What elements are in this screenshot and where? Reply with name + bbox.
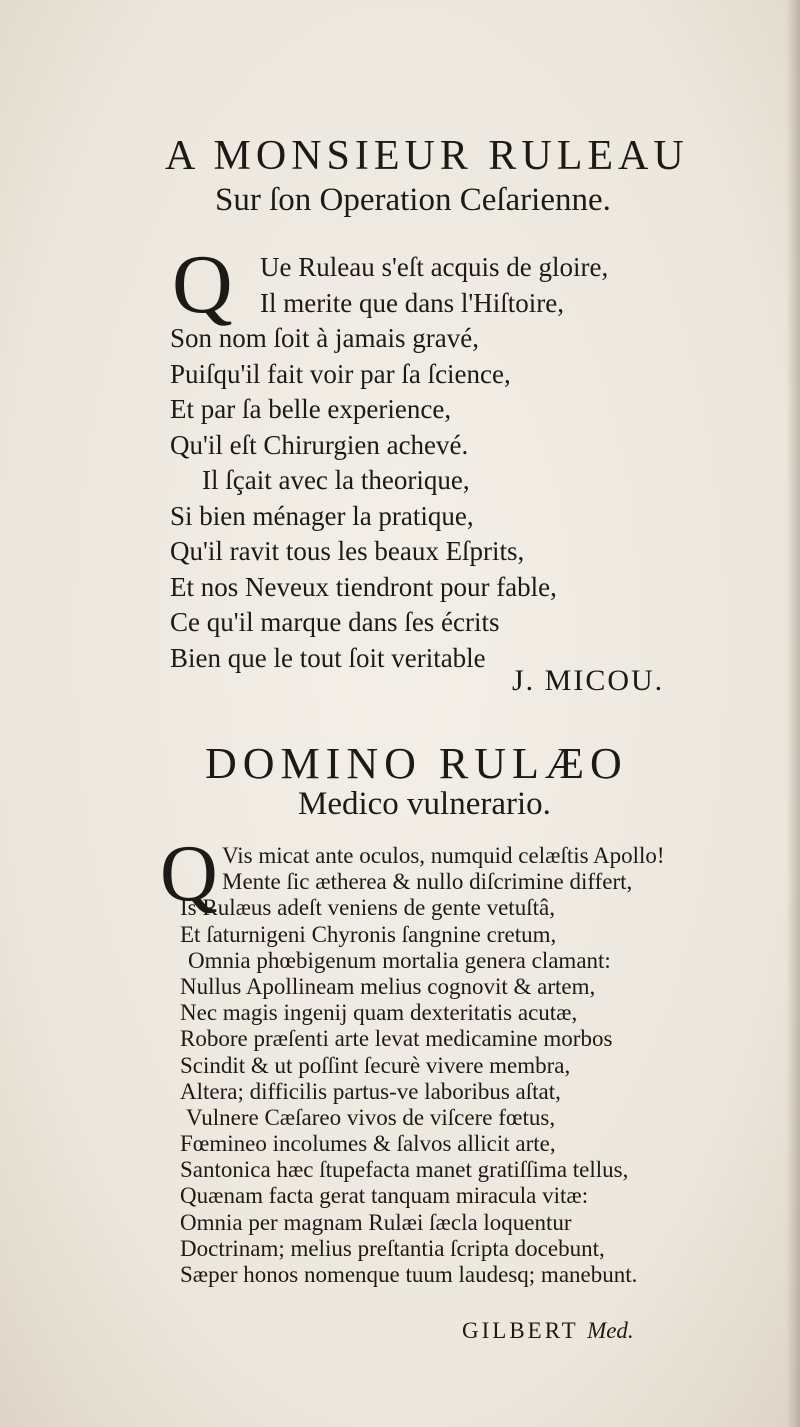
poem1-line: Puiſqu'il fait voir par ſa ſcience, bbox=[170, 358, 511, 389]
poem2-line: Nullus Apollineam melius cognovit & artem, bbox=[180, 973, 596, 999]
poem1-subtitle: Sur ſon Operation Ceſarienne. bbox=[215, 182, 611, 218]
poem2-line: Robore præſenti arte levat medicamine morbos bbox=[180, 1026, 613, 1052]
poem1-line: Qu'il ravit tous les beaux Eſprits, bbox=[170, 536, 525, 566]
poem1-line: Et nos Neveux tiendront pour fable, bbox=[170, 571, 557, 602]
poem2-title: DOMINO RULÆO bbox=[205, 739, 628, 788]
poem2-line: Fœmineo incolumes & ſalvos allicit arte, bbox=[180, 1131, 556, 1157]
poem2-line: Doctrinam; melius preſtantia ſcripta docebunt, bbox=[180, 1235, 605, 1261]
poem2-signature-title: Med. bbox=[587, 1318, 634, 1343]
poem2-subtitle: Medico vulnerario. bbox=[298, 786, 551, 822]
poem2-line: Is Rulæus adeſt veniens de gente vetuſtâ, bbox=[180, 895, 555, 921]
poem2-line: Vis micat ante oculos, numquid celæſtis Apollo! bbox=[222, 843, 665, 868]
poem2-line: Et ſaturnigeni Chyronis ſangnine cretum, bbox=[180, 921, 557, 947]
poem1-line: Si bien ménager la pratique, bbox=[170, 500, 474, 531]
poem2-line: Omnia phœbigenum mortalia genera clamant: bbox=[188, 947, 611, 973]
poem2-line: Santonica hæc ſtupefacta manet gratiſſima tellus, bbox=[180, 1157, 629, 1183]
poem2-line: Altera; difficilis partus-ve laboribus aſtat, bbox=[180, 1078, 561, 1104]
poem2-line: Omnia per magnam Rulæi ſæcla loquentur bbox=[180, 1209, 572, 1235]
poem1-title: A MONSIEUR RULEAU bbox=[165, 133, 689, 179]
poem2-line: Quænam facta gerat tanquam miracula vitæ: bbox=[180, 1183, 589, 1209]
poem2-signature-name: GILBERT bbox=[462, 1318, 579, 1343]
poem2-signature bbox=[462, 1318, 634, 1344]
poem1-line: Ce qu'il marque dans ſes écrits bbox=[170, 607, 500, 637]
poem1-line: Et par ſa belle experience, bbox=[170, 394, 452, 424]
poem2-line: Sæper honos nomenque tuum laudesq; manebunt. bbox=[180, 1262, 638, 1287]
poem1-line: Bien que le tout ſoit veritable bbox=[170, 642, 486, 673]
poem1-line: Il merite que dans l'Hiſtoire, bbox=[260, 287, 565, 318]
poem2-line: Mente ſic ætherea & nullo diſcrimine differt, bbox=[222, 869, 633, 895]
poem2-drop-cap: Q bbox=[160, 830, 218, 918]
poem1-line: Ue Ruleau s'eſt acquis de gloire, bbox=[260, 252, 609, 282]
poem1-drop-cap: Q bbox=[172, 238, 233, 331]
poem1-body bbox=[170, 250, 730, 676]
poem1-line: Qu'il eſt Chirurgien achevé. bbox=[170, 429, 469, 460]
poem1-line: Il ſçait avec la theorique, bbox=[202, 465, 470, 495]
poem2-body bbox=[180, 843, 780, 1288]
poem1-line: Son nom ſoit à jamais gravé, bbox=[170, 323, 479, 353]
page-edge-shadow bbox=[786, 0, 800, 1427]
poem2-line: Scindit & ut poſſint ſecurè vivere membra, bbox=[180, 1052, 571, 1078]
poem1-signature: J. MICOU. bbox=[512, 664, 665, 697]
poem2-line: Vulnere Cæſareo vivos de viſcere fœtus, bbox=[186, 1104, 556, 1130]
poem2-line: Nec magis ingenij quam dexteritatis acutæ, bbox=[180, 1000, 578, 1026]
